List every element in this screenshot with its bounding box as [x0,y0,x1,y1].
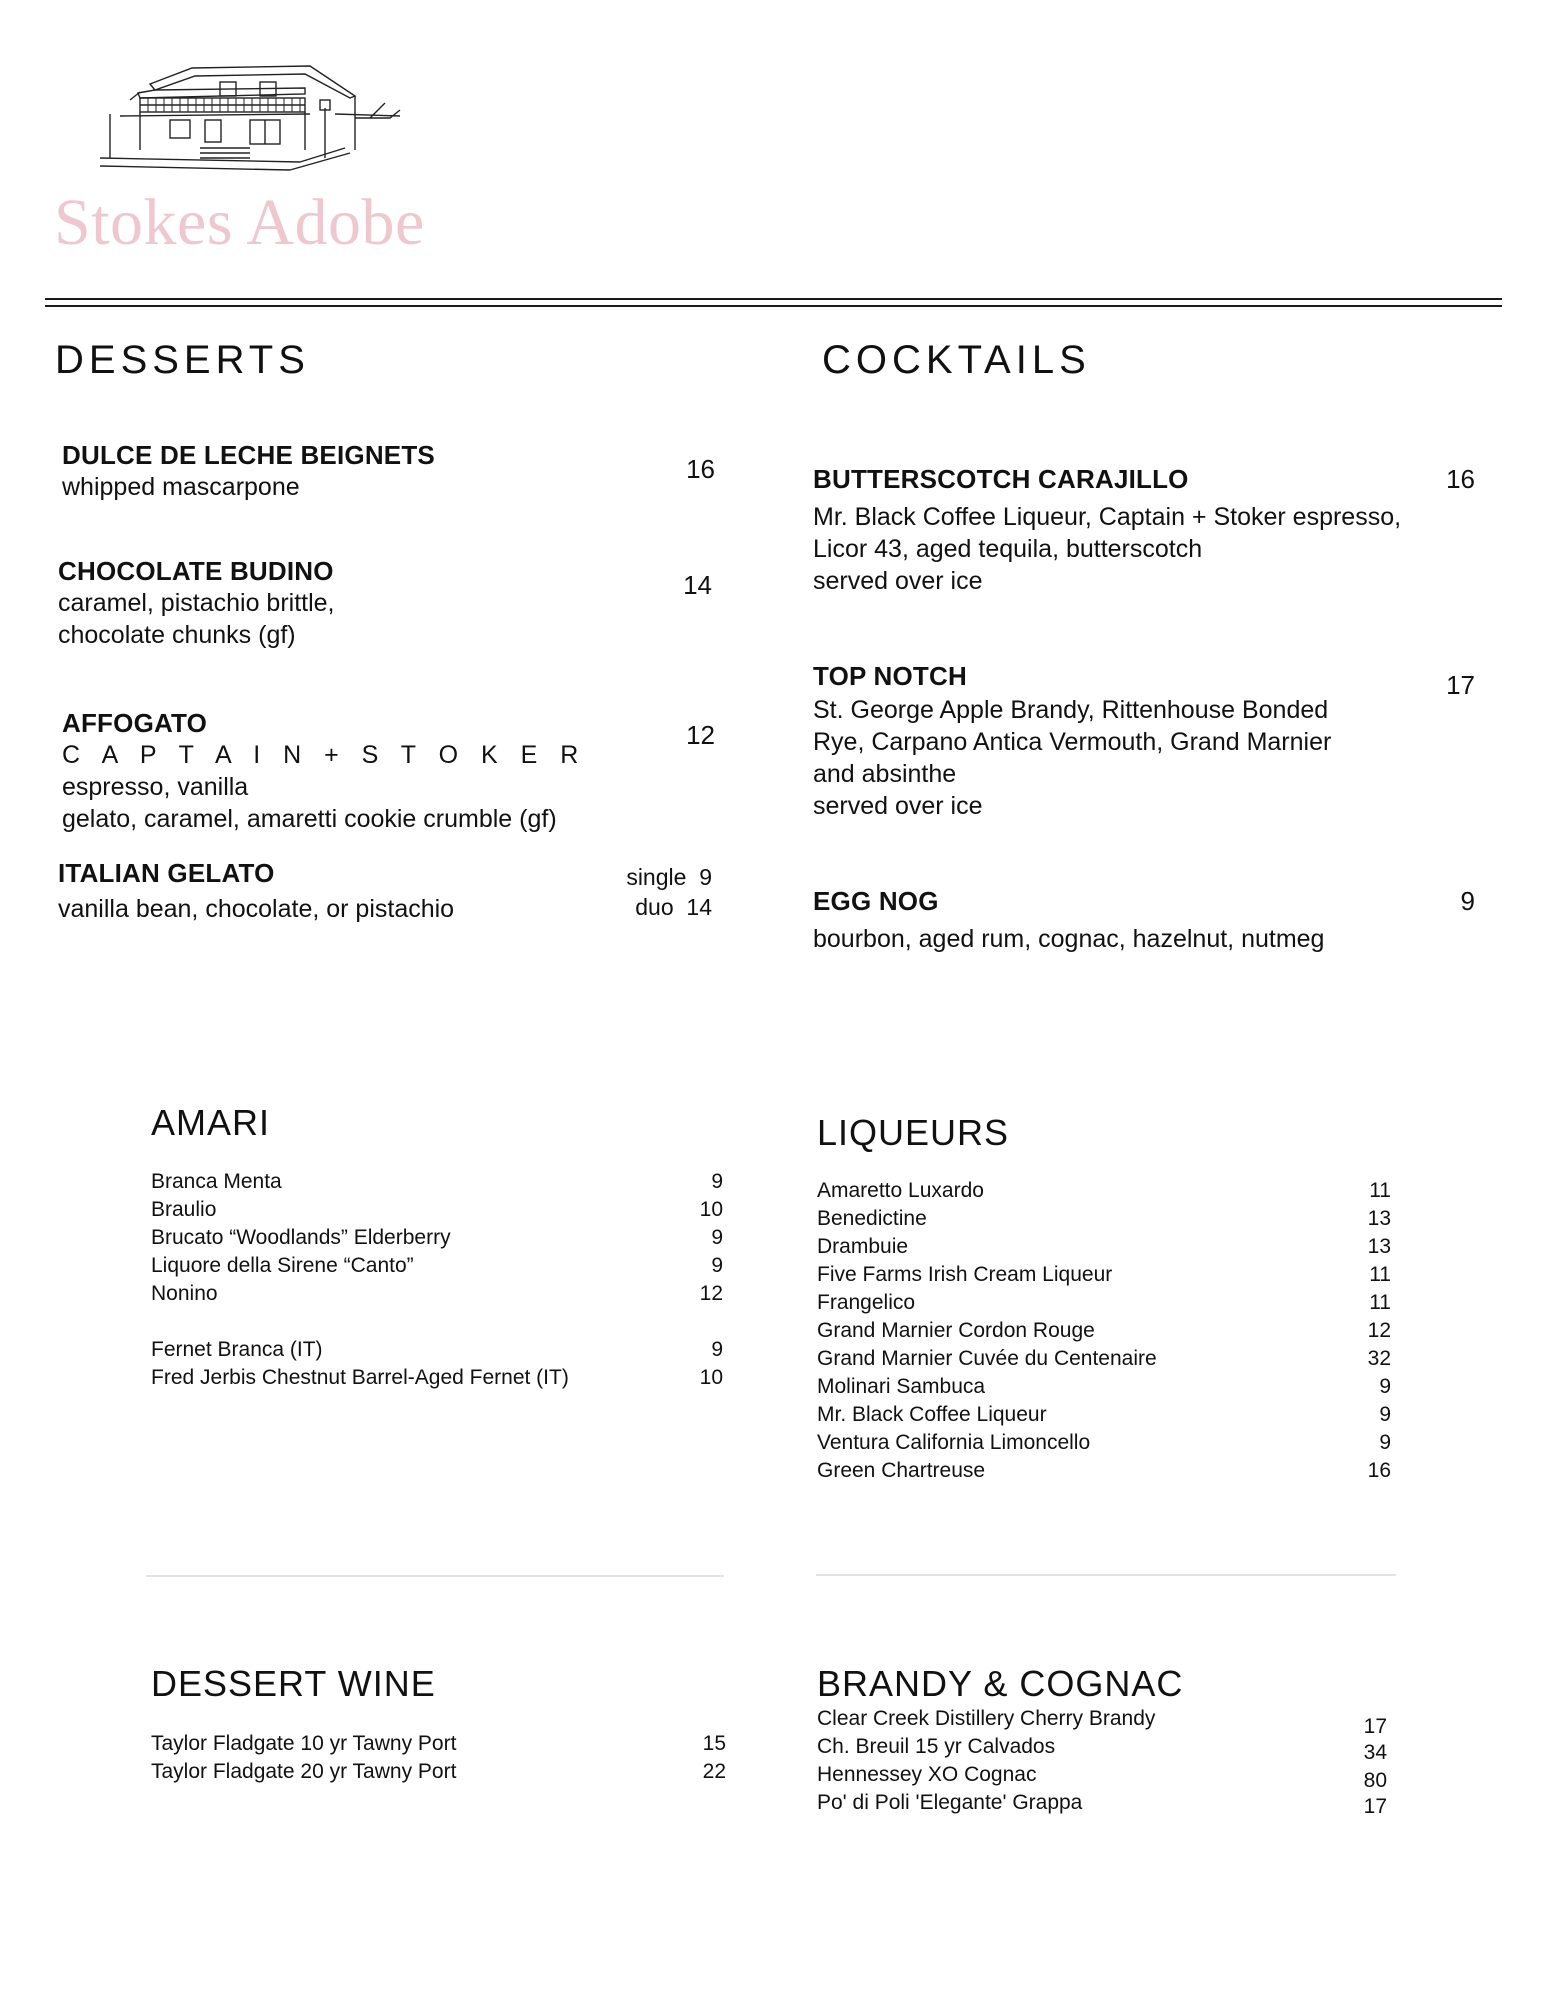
dessert-description: vanilla bean, chocolate, or pistachio [58,895,455,923]
item-price: 32 [1367,1347,1391,1370]
item-price: 11 [1369,1291,1391,1314]
divider-right [816,1574,1396,1576]
captain-stoker-brand-text: C A P T A I N + S T O K E R [62,741,587,769]
cocktail-description: bourbon, aged rum, cognac, hazelnut, nutmeg [813,925,1325,953]
dessert-name: AFFOGATO [62,708,208,738]
item-name: Braulio [151,1198,217,1221]
item-price: 9 [1379,1431,1391,1454]
cocktail-name: TOP NOTCH [813,661,967,691]
cocktails-heading: COCKTAILS [822,338,1091,382]
list-item [817,1289,1391,1317]
cocktail-name: EGG NOG [813,886,939,916]
item-price: 17 [1363,1795,1387,1818]
list-item [151,1730,726,1758]
list-item [817,1205,1391,1233]
price-duo: 14 [686,894,712,920]
item-name: Taylor Fladgate 20 yr Tawny Port [151,1760,457,1783]
liqueurs-list [817,1177,1391,1485]
list-item [817,1345,1391,1373]
list-item [817,1401,1391,1429]
dessert-item [62,440,662,503]
item-name: Liquore della Sirene “Canto” [151,1254,414,1277]
item-price: 9 [711,1338,723,1361]
item-price: 9 [711,1254,723,1277]
desserts-heading: DESSERTS [55,338,310,382]
dessert-item [58,556,658,651]
item-name: Grand Marnier Cordon Rouge [817,1319,1095,1342]
list-item [817,1373,1391,1401]
item-name: Amaretto Luxardo [817,1179,984,1202]
list-item [817,1233,1391,1261]
item-price: 9 [1379,1403,1391,1426]
item-price: 11 [1369,1179,1391,1202]
dessert-item [62,708,682,835]
list-item [817,1457,1391,1485]
list-item [817,1705,1387,1738]
liqueurs-heading: LIQUEURS [817,1112,1010,1153]
cocktail-price: 16 [1446,464,1475,494]
dessert-item [58,858,618,925]
item-name: Benedictine [817,1207,927,1230]
list-item [817,1317,1391,1345]
list-item [151,1336,723,1364]
dessert-price: 12 [686,720,715,750]
adobe-house-sketch-icon [100,58,420,183]
list-item [151,1252,723,1280]
item-price: 12 [1367,1319,1391,1342]
item-name: Nonino [151,1282,218,1305]
item-price: 9 [1379,1375,1391,1398]
item-price: 9 [711,1226,723,1249]
item-name: Ventura California Limoncello [817,1431,1091,1454]
header-rule-top [45,298,1502,300]
item-price: 9 [711,1170,723,1193]
list-item [817,1429,1391,1457]
price-duo-label: duo [635,894,674,920]
dessert-description: whipped mascarpone [62,473,300,501]
item-name: Grand Marnier Cuvée du Centenaire [817,1347,1157,1370]
list-item [817,1761,1387,1792]
list-item [817,1789,1387,1817]
cocktail-item [813,661,1463,822]
item-name: Fernet Branca (IT) [151,1338,323,1361]
list-item [151,1280,723,1308]
item-name: Clear Creek Distillery Cherry Brandy [817,1707,1156,1730]
dessert-name: DULCE DE LECHE BEIGNETS [62,440,435,470]
brandy-cognac-list [817,1705,1387,1817]
item-name: Ch. Breuil 15 yr Calvados [817,1735,1056,1758]
item-price: 22 [702,1760,726,1783]
item-name: Molinari Sambuca [817,1375,986,1398]
dessert-name: ITALIAN GELATO [58,858,275,888]
item-price: 13 [1367,1207,1391,1230]
gelato-prices [626,862,712,922]
amari-heading: AMARI [151,1102,271,1143]
item-price: 13 [1367,1235,1391,1258]
dessert-price: 14 [683,570,712,600]
cocktail-name: BUTTERSCOTCH CARAJILLO [813,464,1189,494]
dessert-wine-heading: DESSERT WINE [151,1663,436,1704]
list-item [817,1177,1391,1205]
cocktail-description: St. George Apple Brandy, Rittenhouse Bonded Rye, Carpano Antica Vermouth, Grand Marnier and absinthe served over ice [813,696,1332,820]
item-name: Five Farms Irish Cream Liqueur [817,1263,1113,1286]
item-name: Hennessey XO Cognac [817,1763,1037,1786]
item-price: 17 [1363,1715,1387,1738]
item-name: Drambuie [817,1235,909,1258]
price-single-label: single [626,864,687,890]
cocktail-item [813,464,1463,597]
list-item [817,1261,1391,1289]
item-name: Green Chartreuse [817,1459,986,1482]
dessert-name: CHOCOLATE BUDINO [58,556,334,586]
item-price: 10 [699,1366,723,1389]
item-name: Taylor Fladgate 10 yr Tawny Port [151,1732,457,1755]
price-single: 9 [699,864,712,890]
item-name: Po' di Poli 'Elegante' Grappa [817,1791,1083,1814]
header-rule-bottom [45,305,1502,307]
item-price: 11 [1369,1263,1391,1286]
item-name: Frangelico [817,1291,916,1314]
item-name: Branca Menta [151,1170,282,1193]
brand-logo-text: Stokes Adobe [54,186,425,259]
dessert-price: 16 [686,454,715,484]
item-price: 16 [1367,1459,1391,1482]
divider-left [146,1575,724,1577]
cocktail-price: 9 [1460,886,1475,916]
item-price: 10 [699,1198,723,1221]
list-item [151,1364,723,1392]
amari-list [151,1168,723,1392]
brandy-cognac-heading: BRANDY & COGNAC [817,1663,1184,1704]
item-name: Mr. Black Coffee Liqueur [817,1403,1047,1426]
cocktail-item [813,886,1463,955]
dessert-description: caramel, pistachio brittle, chocolate chunks (gf) [58,589,335,649]
dessert-description-text: espresso, vanilla gelato, caramel, amaretti cookie crumble (gf) [62,773,557,833]
list-item [151,1758,726,1786]
dessert-wine-list [151,1730,726,1786]
list-item [151,1168,723,1196]
cocktail-price: 17 [1446,670,1475,700]
list-item [817,1733,1387,1764]
list-item [151,1224,723,1252]
list-item [151,1196,723,1224]
item-name: Fred Jerbis Chestnut Barrel-Aged Fernet (IT) [151,1366,569,1389]
item-price: 34 [1363,1741,1387,1764]
item-name: Brucato “Woodlands” Elderberry [151,1226,451,1249]
item-price: 15 [702,1732,726,1755]
cocktail-description: Mr. Black Coffee Liqueur, Captain + Stoker espresso, Licor 43, aged tequila, butterscotch served over ice [813,503,1402,595]
item-price: 12 [699,1282,723,1305]
dessert-description [62,739,682,835]
item-price: 80 [1363,1769,1387,1792]
